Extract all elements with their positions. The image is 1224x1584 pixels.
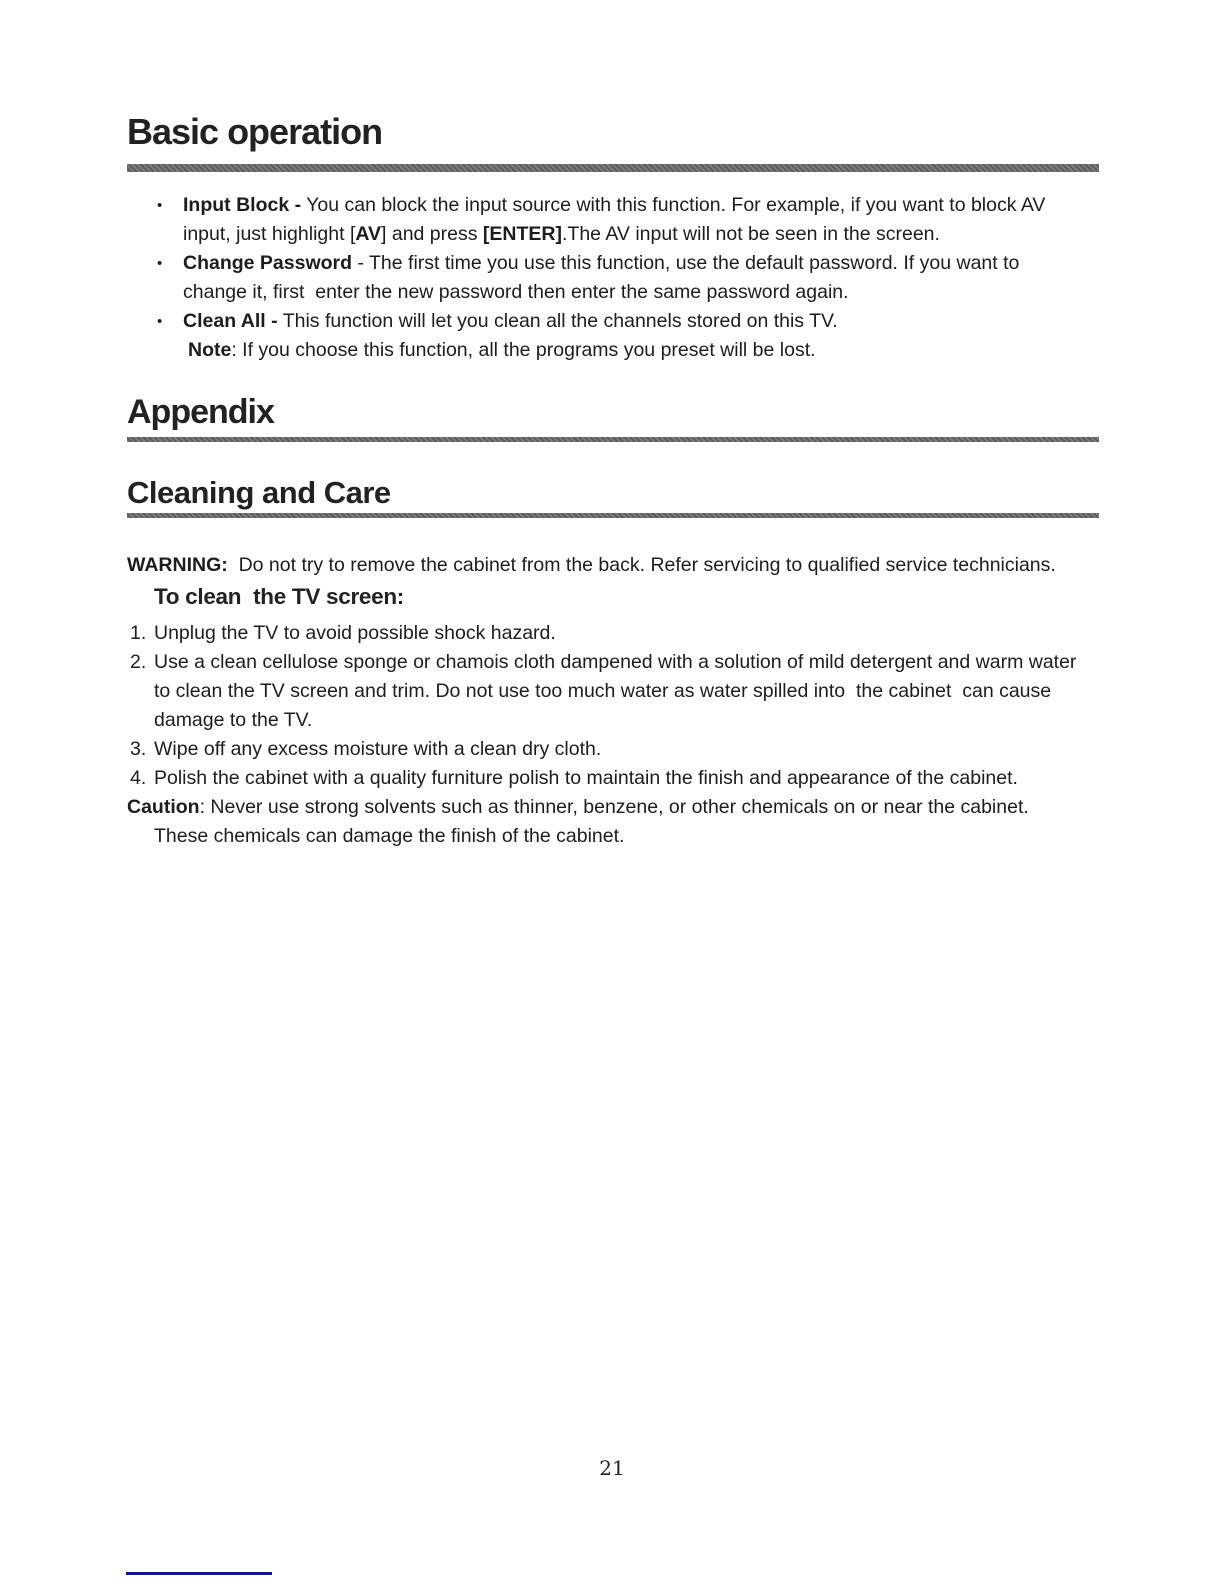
step-2-line2 <box>127 677 1112 706</box>
note-term: Note <box>188 339 232 361</box>
step-1-line1 <box>127 619 1112 648</box>
caution-line1 <box>127 793 1112 822</box>
warning-line <box>127 551 1112 580</box>
bullet-text: input, just highlight [ <box>183 223 356 245</box>
bullet-text: change it, first enter the new password then enter the same password again. <box>183 281 849 303</box>
cleaning-and-care-body <box>127 551 1112 851</box>
bullet-text: You can block the input source with this function. For example, if you want to block AV <box>301 194 1046 216</box>
step-text: Unplug the TV to avoid possible shock hazard. <box>154 622 556 644</box>
bullet-item-clean-all-note <box>127 336 1112 365</box>
section-title-basic-operation: Basic operation <box>127 111 383 152</box>
bullet-term: Input Block - <box>183 194 302 216</box>
section-rule-basic-operation <box>127 164 1099 172</box>
key-label-enter: [ENTER] <box>482 223 562 245</box>
section-rule-appendix <box>127 437 1099 442</box>
caution-text: These chemicals can damage the finish of the cabinet. <box>154 825 625 847</box>
step-2-line3 <box>127 706 1112 735</box>
step-text: Polish the cabinet with a quality furniture polish to maintain the finish and appearance of the cabinet. <box>154 767 1018 789</box>
section-rule-cleaning-and-care <box>127 513 1099 518</box>
caution-line2 <box>127 822 1112 851</box>
step-text: to clean the TV screen and trim. Do not use too much water as water spilled into the cabinet can cause <box>154 680 1052 702</box>
step-text: Use a clean cellulose sponge or chamois cloth dampened with a solution of mild detergent and warm water <box>154 651 1077 673</box>
warning-term: WARNING: <box>127 554 228 576</box>
step-4-line1 <box>127 764 1112 793</box>
cleaning-steps-list <box>127 619 1112 851</box>
step-number: 1. <box>130 622 147 644</box>
bullet-item-input-block-line1 <box>127 191 1112 220</box>
subheading-to-clean-tv-screen: To clean the TV screen: <box>154 584 404 609</box>
bullet-term: Clean All - <box>183 310 278 332</box>
step-2-line1 <box>127 648 1112 677</box>
caution-term: Caution <box>127 796 200 818</box>
section-title-appendix: Appendix <box>127 393 274 431</box>
bullet-item-clean-all-line1 <box>127 307 1112 336</box>
page-number: 21 <box>599 1456 625 1480</box>
bullet-icon: • <box>157 255 163 272</box>
bullet-term: Change Password <box>183 252 353 274</box>
section-title-cleaning-and-care: Cleaning and Care <box>127 475 391 510</box>
key-label-av: AV <box>355 223 382 245</box>
bullet-item-change-password-line1 <box>127 249 1112 278</box>
bullet-text: ] and press <box>381 223 483 245</box>
bullet-icon: • <box>157 197 163 214</box>
footer-decorative-line <box>126 1572 272 1575</box>
bullet-item-input-block-line2 <box>127 220 1112 249</box>
bullet-text: - The first time you use this function, use the default password. If you want to <box>352 252 1020 274</box>
step-number: 3. <box>130 738 147 760</box>
step-text: damage to the TV. <box>154 709 313 731</box>
bullet-text: .The AV input will not be seen in the screen. <box>561 223 940 245</box>
caution-text: : Never use strong solvents such as thinner, benzene, or other chemicals on or near the cabinet. <box>199 796 1029 818</box>
note-text: : If you choose this function, all the programs you preset will be lost. <box>231 339 816 361</box>
bullet-item-change-password-line2 <box>127 278 1112 307</box>
bullet-icon: • <box>157 313 163 330</box>
basic-operation-bullet-list <box>127 191 1112 365</box>
warning-text: Do not try to remove the cabinet from the back. Refer servicing to qualified service technicians. <box>227 554 1056 576</box>
step-number: 4. <box>130 767 147 789</box>
step-text: Wipe off any excess moisture with a clean dry cloth. <box>154 738 602 760</box>
bullet-text: This function will let you clean all the channels stored on this TV. <box>277 310 838 332</box>
step-3-line1 <box>127 735 1112 764</box>
step-number: 2. <box>130 651 147 673</box>
